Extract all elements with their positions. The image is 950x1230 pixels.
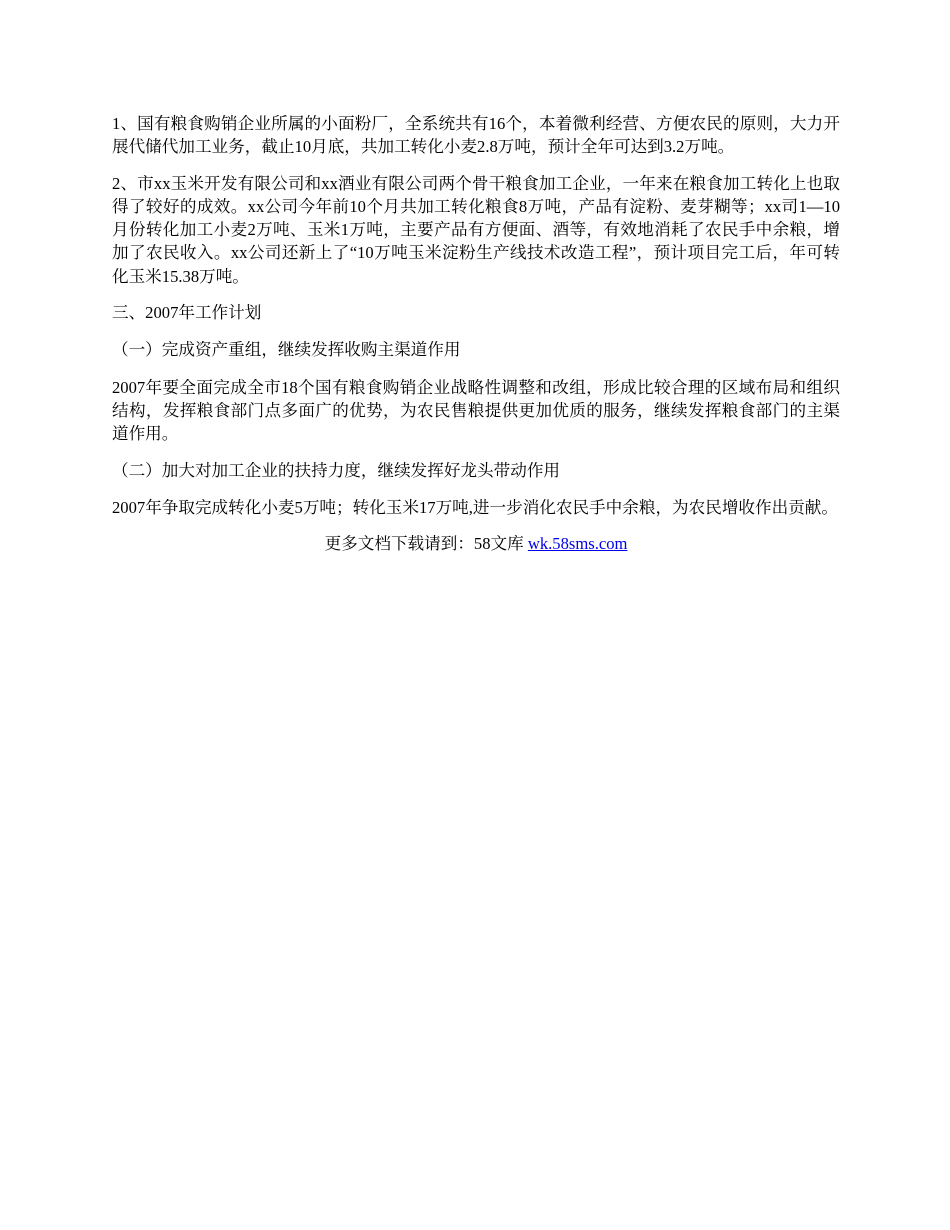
footer-prefix: 更多文档下载请到：58文库 bbox=[324, 534, 528, 554]
download-footer bbox=[112, 532, 840, 555]
subsection-2-text: 2007年争取完成转化小麦5万吨；转化玉米17万吨,进一步消化农民手中余粮，为农民增收作出贡献。 bbox=[112, 497, 838, 517]
subsection-heading-2: （二）加大对加工企业的扶持力度，继续发挥好龙头带动作用 bbox=[112, 460, 561, 480]
subsection-heading-1: （一）完成资产重组，继续发挥收购主渠道作用 bbox=[112, 340, 461, 360]
document-page bbox=[112, 112, 840, 555]
footer-link[interactable]: wk.58sms.com bbox=[527, 534, 628, 554]
subsection-1-text: 2007年要全面完成全市18个国有粮食购销企业战略性调整和改组，形成比较合理的区域布局和组织结构，发挥粮食部门点多面广的优势，为农民售粮提供更加优质的服务，继续发挥粮食部门的主渠道作用。 bbox=[112, 377, 840, 444]
paragraph-flour-mills: 1、国有粮食购销企业所属的小面粉厂，全系统共有16个，本着微利经营、方便农民的原则，大力开展代储代加工业务，截止10月底，共加工转化小麦2.8万吨，预计全年可达到3.2万吨。 bbox=[112, 114, 840, 157]
paragraph-processing-companies: 2、市xx玉米开发有限公司和xx酒业有限公司两个骨干粮食加工企业，一年来在粮食加工转化上也取得了较好的成效。xx公司今年前10个月共加工转化粮食8万吨，产品有淀粉、麦芽糊等；xx司1—10月份转化加工小麦2万吨、玉米1万吨，主要产品有方便面、酒等，有效地消耗了农民手中余粮，增加了农民收入。xx公司还新上了“10万吨玉米淀粉生产线技术改造工程”，预计项目完工后，年可转化玉米15.38万吨。 bbox=[112, 173, 840, 286]
section-heading-2007-plan: 三、2007年工作计划 bbox=[112, 303, 262, 323]
